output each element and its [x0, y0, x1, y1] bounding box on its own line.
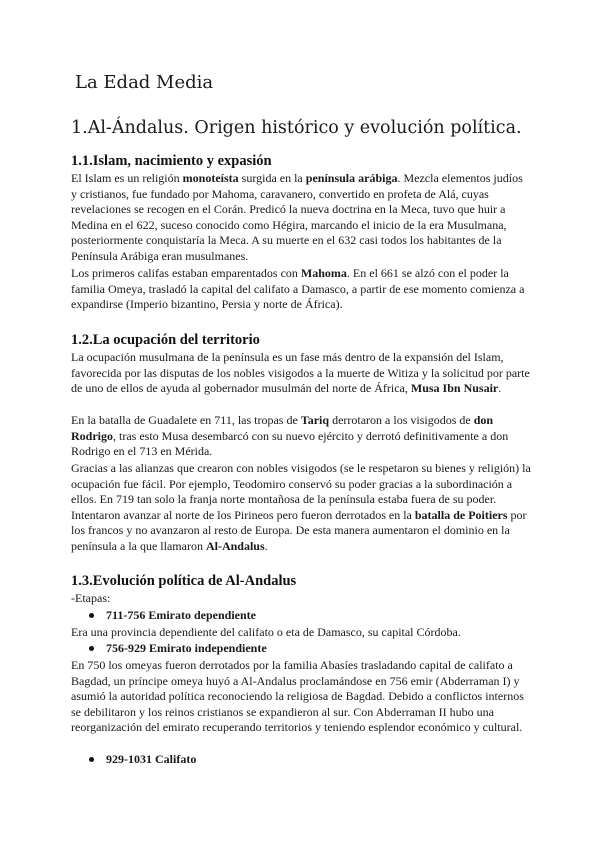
- section-title: 1.Al-Ándalus. Origen histórico y evolución política.: [71, 118, 522, 138]
- paragraph-califas: Los primeros califas estaban emparentados con Mahoma. En el 661 se alzó con el poder la familia Omeya, trasladó la capital del califato a Damasco, a partir de ese momento comienza a expandirse (Imperio bizantino, Persia y norte de África).: [71, 266, 525, 312]
- stages-label: -Etapas:: [71, 591, 111, 605]
- paragraph-guadalete: En la batalla de Guadalete en 711, las tropas de Tariq derrotaron a los visigodos de don Rodrigo, tras esto Musa desembarcó con su nuevo ejército y derrotó definitivamente a don Rodrigo en el 713 en Mérida.: [71, 413, 509, 459]
- bold-term: Al-Andalus: [205, 538, 265, 553]
- bold-term: Musa Ibn Nusair: [410, 381, 499, 396]
- subsection-heading-evolucion: 1.3.Evolución política de Al-Andalus: [71, 573, 297, 589]
- paragraph-emirato-independiente: En 750 los omeyas fueron derrotados por la familia Abasíes trasladando capital de califato a Bagdad, un príncipe omeya huyó a Al-Andalus proclamándose en 756 emir (Abderraman I) y asumió la autoridad política reconociendo la religiosa de Bagdad. Debido a conflictos internos se debilitaron y los reinos cristianos se expandieron al sur. Con Abderraman II hubo una reorganización del emirato recuperando territorios y teniendo esplendor económico y cultural.: [71, 658, 524, 735]
- bold-term: batalla de Poitiers: [414, 507, 508, 522]
- bold-term: Mahoma: [300, 266, 347, 280]
- bullet-emirato-dependiente: [89, 608, 509, 624]
- bullet-label: 929-1031 Califato: [106, 752, 197, 766]
- paragraph-islam-origin: El Islam es un religión monoteísta surgida en la península arábiga. Mezcla elementos judíos y cristianos, fue fundado por Mahoma, caravanero, convertido en profeta de Alá, cuyas revelaciones se recogen en el Corán. Predicó la nueva doctrina en la Meca, tuvo que huir a Medina en el 622, suceso conocido como Hégira, marcando el inicio de la era Musulmana, posteriormente conquistaría la Meca. A su muerte en el 632 casi todos los habitantes de la Península Arábiga eran musulmanes.: [71, 171, 523, 263]
- paragraph-emirato-dependiente: Era una provincia dependiente del califato o eta de Damasco, su capital Córdoba.: [71, 625, 461, 639]
- bullet-califato: [89, 752, 509, 768]
- bold-term: península arábiga: [305, 171, 398, 185]
- bullet-emirato-independiente: [89, 641, 509, 657]
- bold-term: Tariq: [300, 413, 330, 427]
- bold-term: don Rodrigo: [71, 413, 494, 443]
- paragraph-alianzas: Gracias a las alianzas que crearon con nobles visigodos (se le respetaron su bienes y religión) la ocupación fue fácil. Por ejemplo, Teodomiro conservó su poder gracias a la subordinación a ellos. En 719 tan solo la franja norte montañosa de la península estaba fuera de su poder. Intentaron avanzar al norte de los Pirineos pero fueron derrotados en la batalla de Poitiers por los francos y no avanzaron al resto de Europa. De esta manera aumentaron el dominio en la península a la que llamaron Al-Andalus.: [71, 461, 531, 553]
- document-title: La Edad Media: [75, 72, 214, 93]
- subsection-heading-ocupacion: 1.2.La ocupación del territorio: [71, 332, 260, 348]
- bold-term: monoteísta: [182, 171, 239, 185]
- bullet-label: 711-756 Emirato dependiente: [106, 608, 256, 622]
- bullet-label: 756-929 Emirato independiente: [106, 641, 267, 655]
- subsection-heading-islam: 1.1.Islam, nacimiento y expasión: [71, 153, 272, 169]
- bullet-dot-icon: [89, 757, 94, 762]
- paragraph-ocupacion-intro: La ocupación musulmana de la península es un fase más dentro de la expansión del Islam, favorecida por las disputas de los nobles visigodos a la muerte de Witiza y la solicitud por parte de uno de ellos de ayuda al gobernador musulmán del norte de África, Musa Ibn Nusair.: [71, 350, 530, 396]
- bullet-dot-icon: [89, 646, 94, 651]
- bullet-dot-icon: [89, 613, 94, 618]
